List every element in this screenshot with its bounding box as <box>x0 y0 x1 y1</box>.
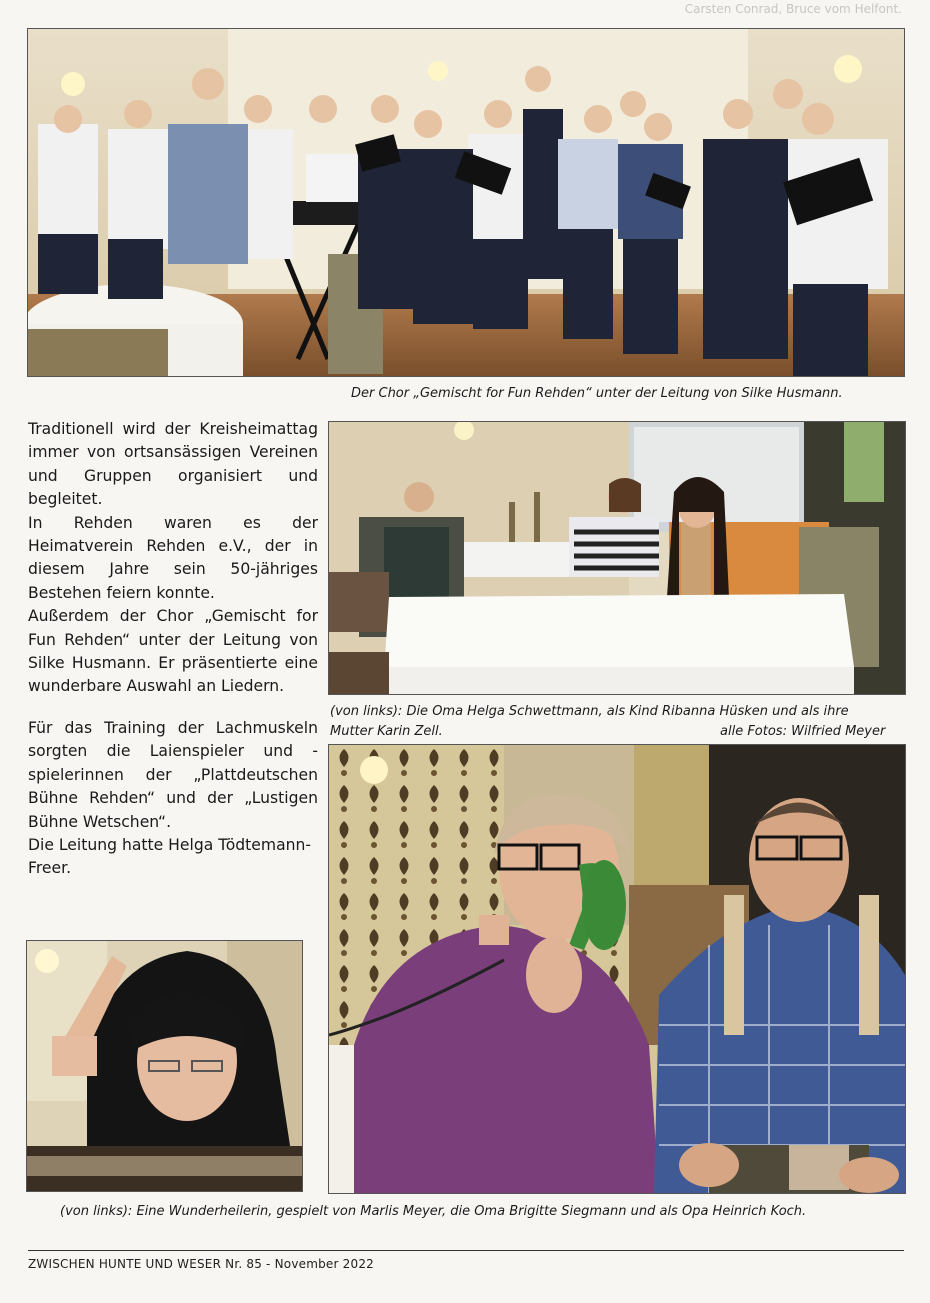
phone-scene-photo <box>328 744 906 1194</box>
page-footer: ZWISCHEN HUNTE UND WESER Nr. 85 - November 2022 <box>28 1257 374 1271</box>
table-scene-caption-line1: (von links): Die Oma Helga Schwettmann, als Kind Ribanna Hüsken und als ihre <box>330 704 849 719</box>
choir-photo <box>27 28 905 377</box>
table-scene-photo <box>328 421 906 695</box>
bottom-caption: (von links): Eine Wunderheilerin, gespielt von Marlis Meyer, die Oma Brigitte Siegmann und als Opa Heinrich Koch. <box>60 1204 807 1219</box>
body-paragraph-2: In Rehden waren es der Heimatverein Rehden e.V., der in diesem Jahre sein 50-jähriges Bestehen feiern konnte. <box>28 513 318 602</box>
body-paragraph-3: Außerdem der Chor „Gemischt for Fun Rehden“ unter der Leitung von Silke Husmann. Er präsentierte eine wunderbare Auswahl an Liedern. <box>28 607 318 696</box>
body-paragraph-5: Die Leitung hatte Helga Tödtemann-Freer. <box>28 835 312 878</box>
table-scene-caption-line2: Mutter Karin Zell. <box>330 724 443 739</box>
healer-photo <box>26 940 303 1192</box>
photo-credit: alle Fotos: Wilfried Meyer <box>720 724 886 739</box>
body-paragraph-1: Traditionell wird der Kreisheimattag immer von ortsansässigen Vereinen und Gruppen organisiert und begleitet. <box>28 420 318 509</box>
footer-rule <box>28 1250 904 1251</box>
article-body <box>28 418 318 881</box>
choir-caption: Der Chor „Gemischt for Fun Rehden“ unter der Leitung von Silke Husmann. <box>351 386 843 401</box>
top-bleed-text: Carsten Conrad, Bruce vom Helfont. <box>684 2 902 16</box>
body-paragraph-4: Für das Training der Lachmuskeln sorgten die Laienspieler und -spielerinnen der „Plattdeutschen Bühne Rehden“ und der „Lustigen Bühne Wetschen“. <box>28 718 318 831</box>
